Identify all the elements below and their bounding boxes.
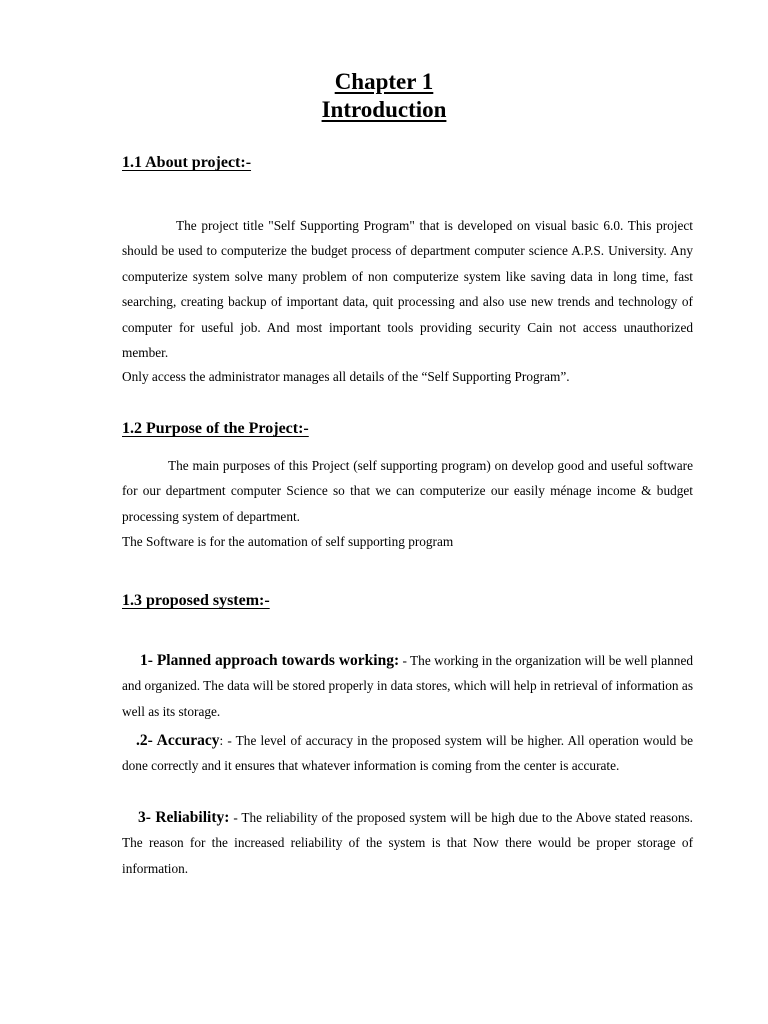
- purpose-extra-line: The Software is for the automation of self supporting program: [122, 534, 454, 549]
- section-heading-proposed: 1.3 proposed system:-: [122, 592, 270, 609]
- proposed-item-text: - The reliability of the proposed system will be high due to the Above stated reasons. The reason for the increased reliability of the system is that Now there would be proper storage of information.: [122, 810, 693, 876]
- proposed-item-2: [122, 728, 693, 779]
- about-paragraph-text: The project title "Self Supporting Program" that is developed on visual basic 6.0. This project should be used to computerize the budget process of department computer science A.P.S. University. Any computerize system solve many problem of non computerize system like saving data in long time, fast searching, creating backup of important data, quit processing and also use new trends and technology of computer for useful job. And most important tools providing security Cain not access unauthorized member.: [122, 218, 693, 361]
- purpose-paragraph-text: The main purposes of this Project (self supporting program) on develop good and useful software for our department computer Science so that we can computerize our easily ménage income & budget processing system of department.: [122, 458, 693, 524]
- chapter-number: Chapter 1: [334, 69, 434, 94]
- about-extra-line: Only access the administrator manages all details of the “Self Supporting Program”.: [122, 369, 570, 384]
- section-heading-about: 1.1 About project:-: [122, 154, 252, 171]
- section-paragraph-purpose: [122, 453, 693, 529]
- proposed-item-text: - The working in the organization will be well planned and organized. The data will be stored properly in data stores, which will help in retrieval of information as well as its storage.: [122, 653, 694, 719]
- proposed-item-label: 1- Planned approach towards working:: [140, 652, 400, 669]
- proposed-item-3: [122, 805, 693, 881]
- section-heading-purpose: 1.2 Purpose of the Project:-: [122, 420, 309, 437]
- proposed-item-1: [122, 648, 693, 724]
- section-paragraph-about: [122, 213, 693, 365]
- proposed-item-label: .2- Accuracy: [136, 732, 220, 749]
- proposed-item-text: : - The level of accuracy in the proposed system will be higher. All operation would be done correctly and it ensures that whatever information is coming from the center is accurate.: [122, 733, 694, 774]
- chapter-title: Introduction: [321, 97, 447, 122]
- proposed-item-label: 3- Reliability:: [138, 809, 230, 826]
